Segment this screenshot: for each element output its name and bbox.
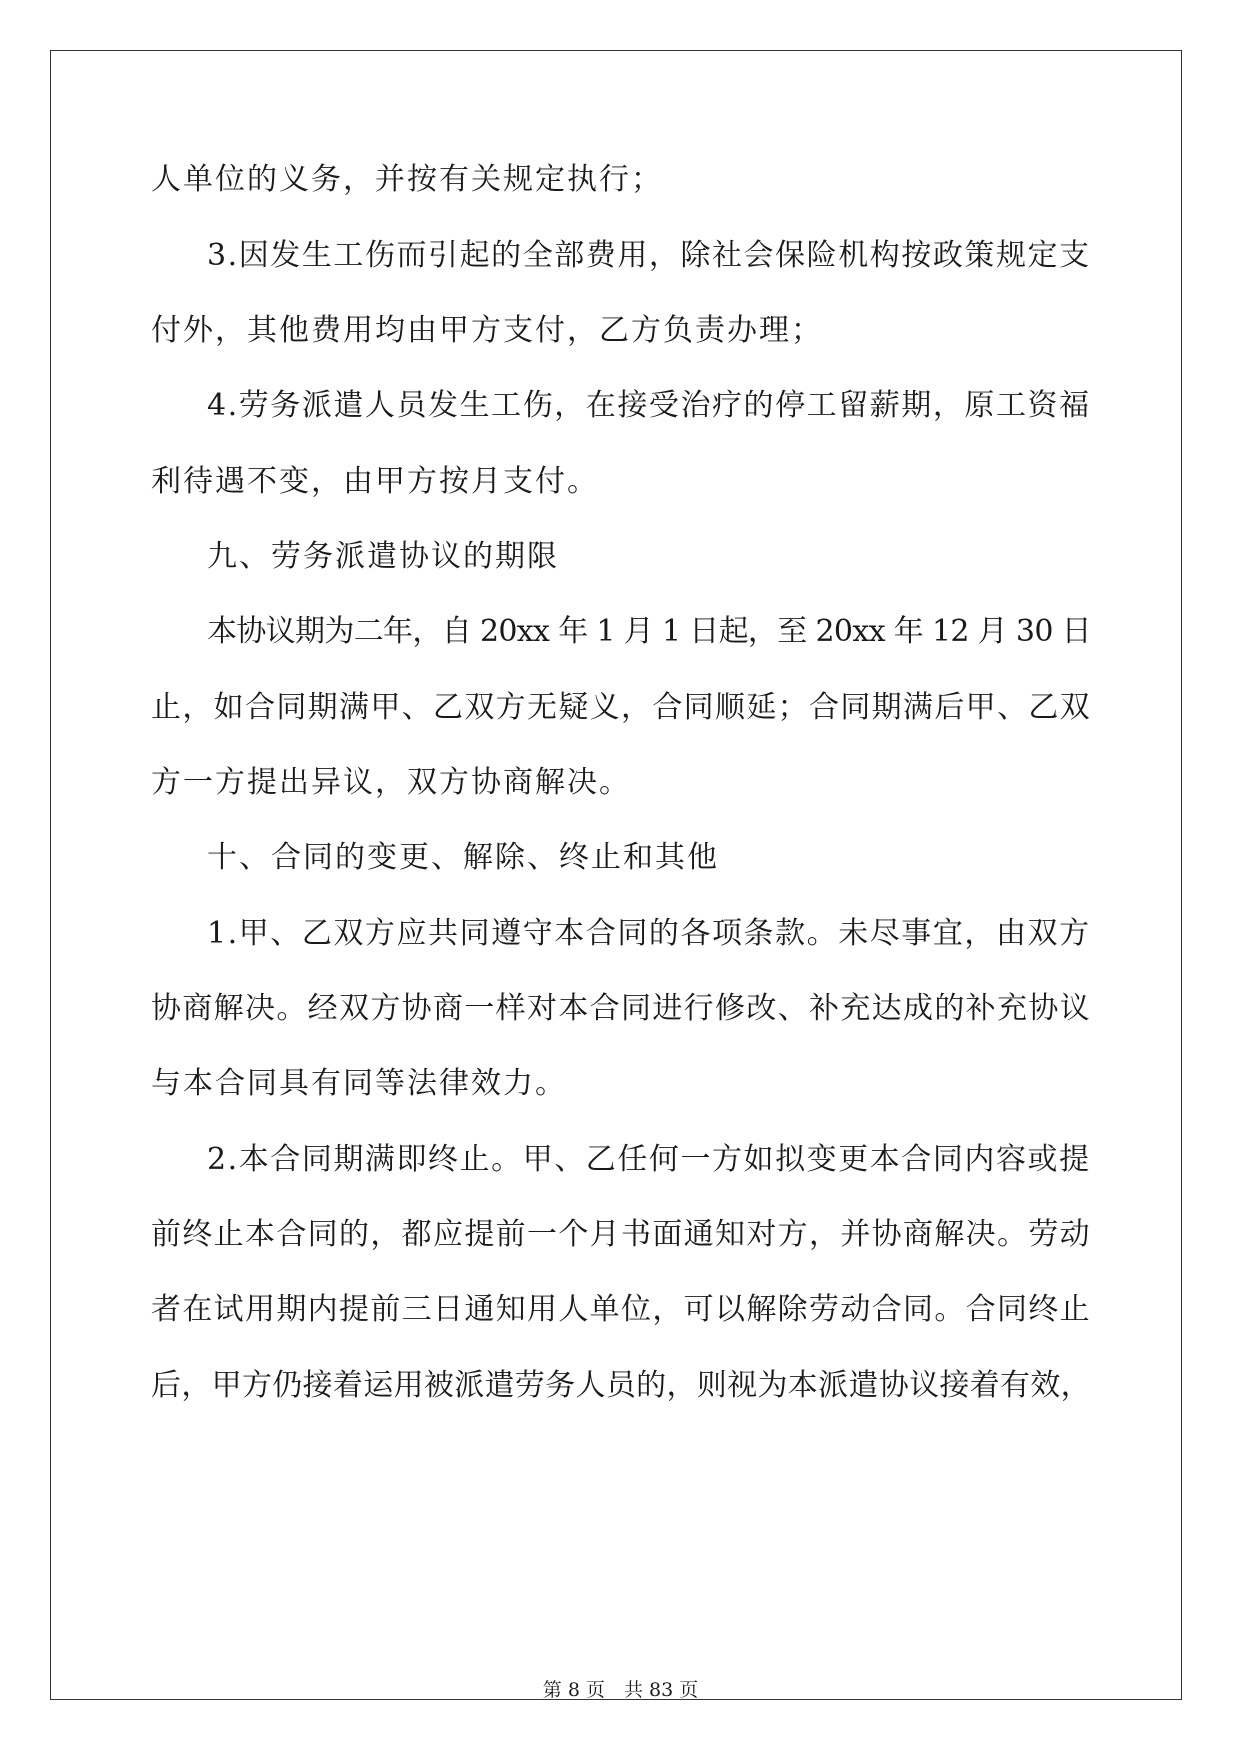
text-line: 2.本合同期满即终止。甲、乙任何一方如拟变更本合同内容或提	[207, 1142, 1091, 1177]
text-line: 3.因发生工伤而引起的全部费用，除社会保险机构按政策规定支	[207, 238, 1091, 273]
section-heading: 十、合同的变更、解除、终止和其他	[207, 840, 719, 875]
text-line: 协商解决。经双方协商一样对本合同进行修改、补充达成的补充协议	[151, 991, 1091, 1026]
text-line: 4.劳务派遣人员发生工伤，在接受治疗的停工留薪期，原工资福	[207, 388, 1091, 423]
text-line: 与本合同具有同等法律效力。	[151, 1066, 567, 1101]
text-line: 1.甲、乙双方应共同遵守本合同的各项条款。未尽事宜，由双方	[207, 916, 1091, 951]
text-line: 本协议期为二年，自 20xx 年 1 月 1 日起，至 20xx 年 12 月 30 日	[207, 614, 1091, 649]
text-line: 方一方提出异议，双方协商解决。	[151, 765, 631, 800]
text-line: 利待遇不变，由甲方按月支付。	[151, 464, 599, 499]
text-line: 止，如合同期满甲、乙双方无疑义，合同顺延；合同期满后甲、乙双	[151, 690, 1091, 725]
text-line: 付外，其他费用均由甲方支付，乙方负责办理；	[151, 313, 823, 348]
text-line: 人单位的义务，并按有关规定执行；	[151, 162, 663, 197]
text-line: 者在试用期内提前三日通知用人单位，可以解除劳动合同。合同终止	[151, 1292, 1091, 1327]
page-number: 第 8 页 共 83 页	[542, 1679, 699, 1701]
text-line: 后，甲方仍接着运用被派遣劳务人员的，则视为本派遣协议接着有效，	[151, 1368, 1091, 1403]
section-heading: 九、劳务派遣协议的期限	[207, 539, 559, 574]
text-line: 前终止本合同的，都应提前一个月书面通知对方，并协商解决。劳动	[151, 1217, 1091, 1252]
